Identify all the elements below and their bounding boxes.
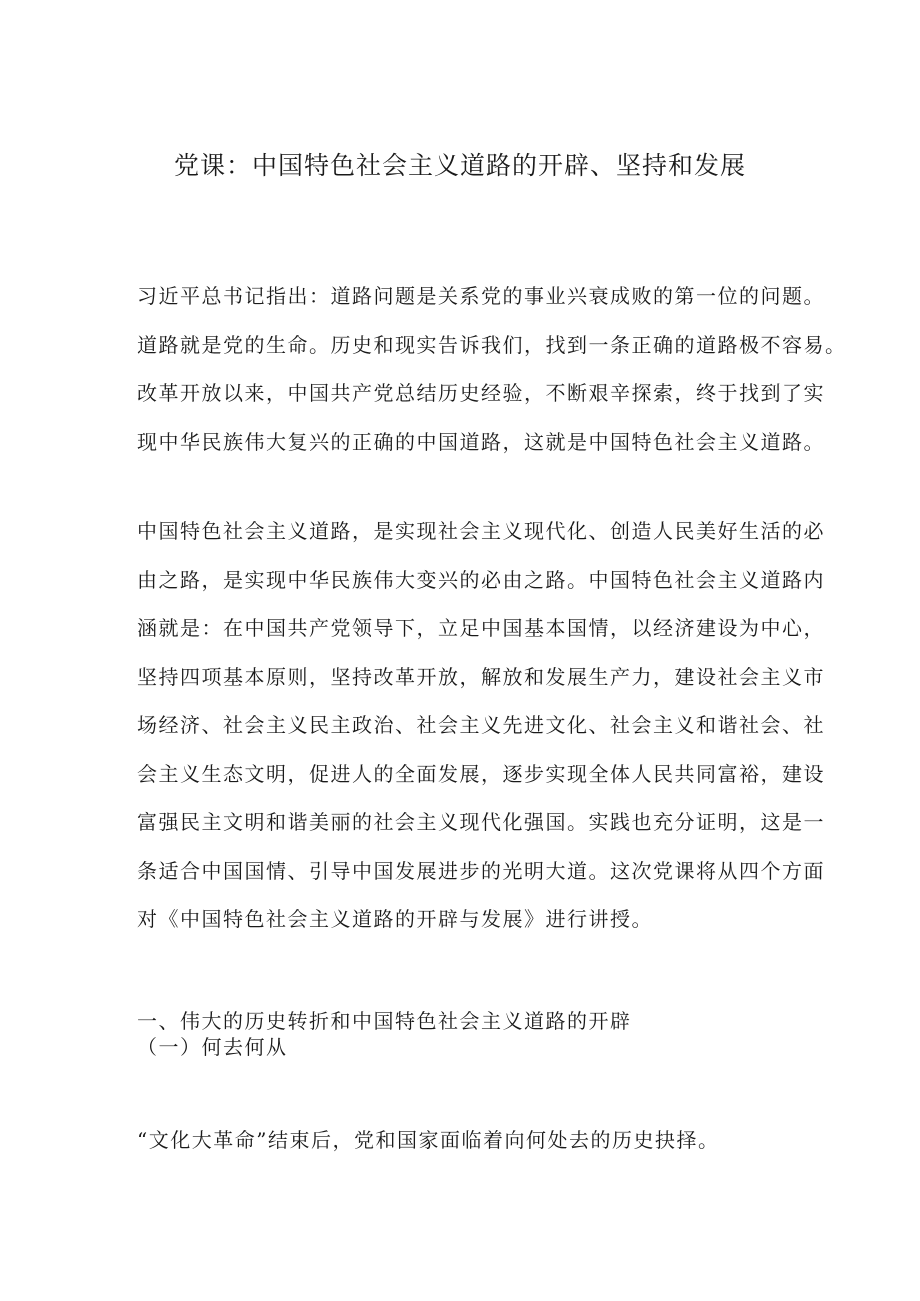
paragraph-line: 会主义生态文明，促进人的全面发展，逐步实现全体人民共同富裕，建设 (137, 761, 825, 786)
paragraph-definition (137, 507, 825, 944)
paragraph-line: 坚持四项基本原则，坚持改革开放，解放和发展生产力，建设社会主义市 (137, 664, 825, 689)
paragraph-line: 由之路，是实现中华民族伟大变兴的必由之路。中国特色社会主义道路内 (137, 567, 825, 592)
paragraph-line: 道路就是党的生命。历史和现实告诉我们，找到一条正确的道路极不容易。 (137, 332, 847, 357)
paragraph-intro (137, 272, 847, 466)
paragraph-section1 (137, 1116, 797, 1165)
paragraph-line: “文化大革命”结束后，党和国家面临着向何处去的历史抉择。 (137, 1128, 720, 1152)
paragraph-line: 改革开放以来，中国共产党总结历史经验，不断艰辛探索，终于找到了实 (137, 381, 825, 405)
paragraph-line: 中国特色社会主义道路，是实现社会主义现代化、创造人民美好生活的必 (137, 519, 825, 543)
subsection-heading: （一）何去何从 (137, 1035, 288, 1059)
document-title: 党课：中国特色社会主义道路的开辟、坚持和发展 (173, 151, 746, 180)
paragraph-line: 习近平总书记指出：道路问题是关系党的事业兴衰成败的第一位的问题。 (137, 284, 825, 308)
paragraph-line: 对《中国特色社会主义道路的开辟与发展》进行讲授。 (137, 907, 653, 931)
paragraph-line: 涵就是：在中国共产党领导下，立足中国基本国情，以经济建设为中心， (137, 616, 825, 640)
section-heading: 一、伟大的历史转折和中国特色社会主义道路的开辟 (137, 1009, 632, 1033)
paragraph-line: 条适合中国国情、引导中国发展进步的光明大道。这次党课将从四个方面 (137, 858, 825, 883)
paragraph-line: 现中华民族伟大复兴的正确的中国道路，这就是中国特色社会主义道路。 (137, 429, 825, 454)
paragraph-line: 富强民主文明和谐美丽的社会主义现代化强国。实践也充分证明，这是一 (137, 810, 825, 834)
paragraph-line: 场经济、社会主义民主政治、社会主义先进文化、社会主义和谐社会、社 (137, 713, 825, 737)
